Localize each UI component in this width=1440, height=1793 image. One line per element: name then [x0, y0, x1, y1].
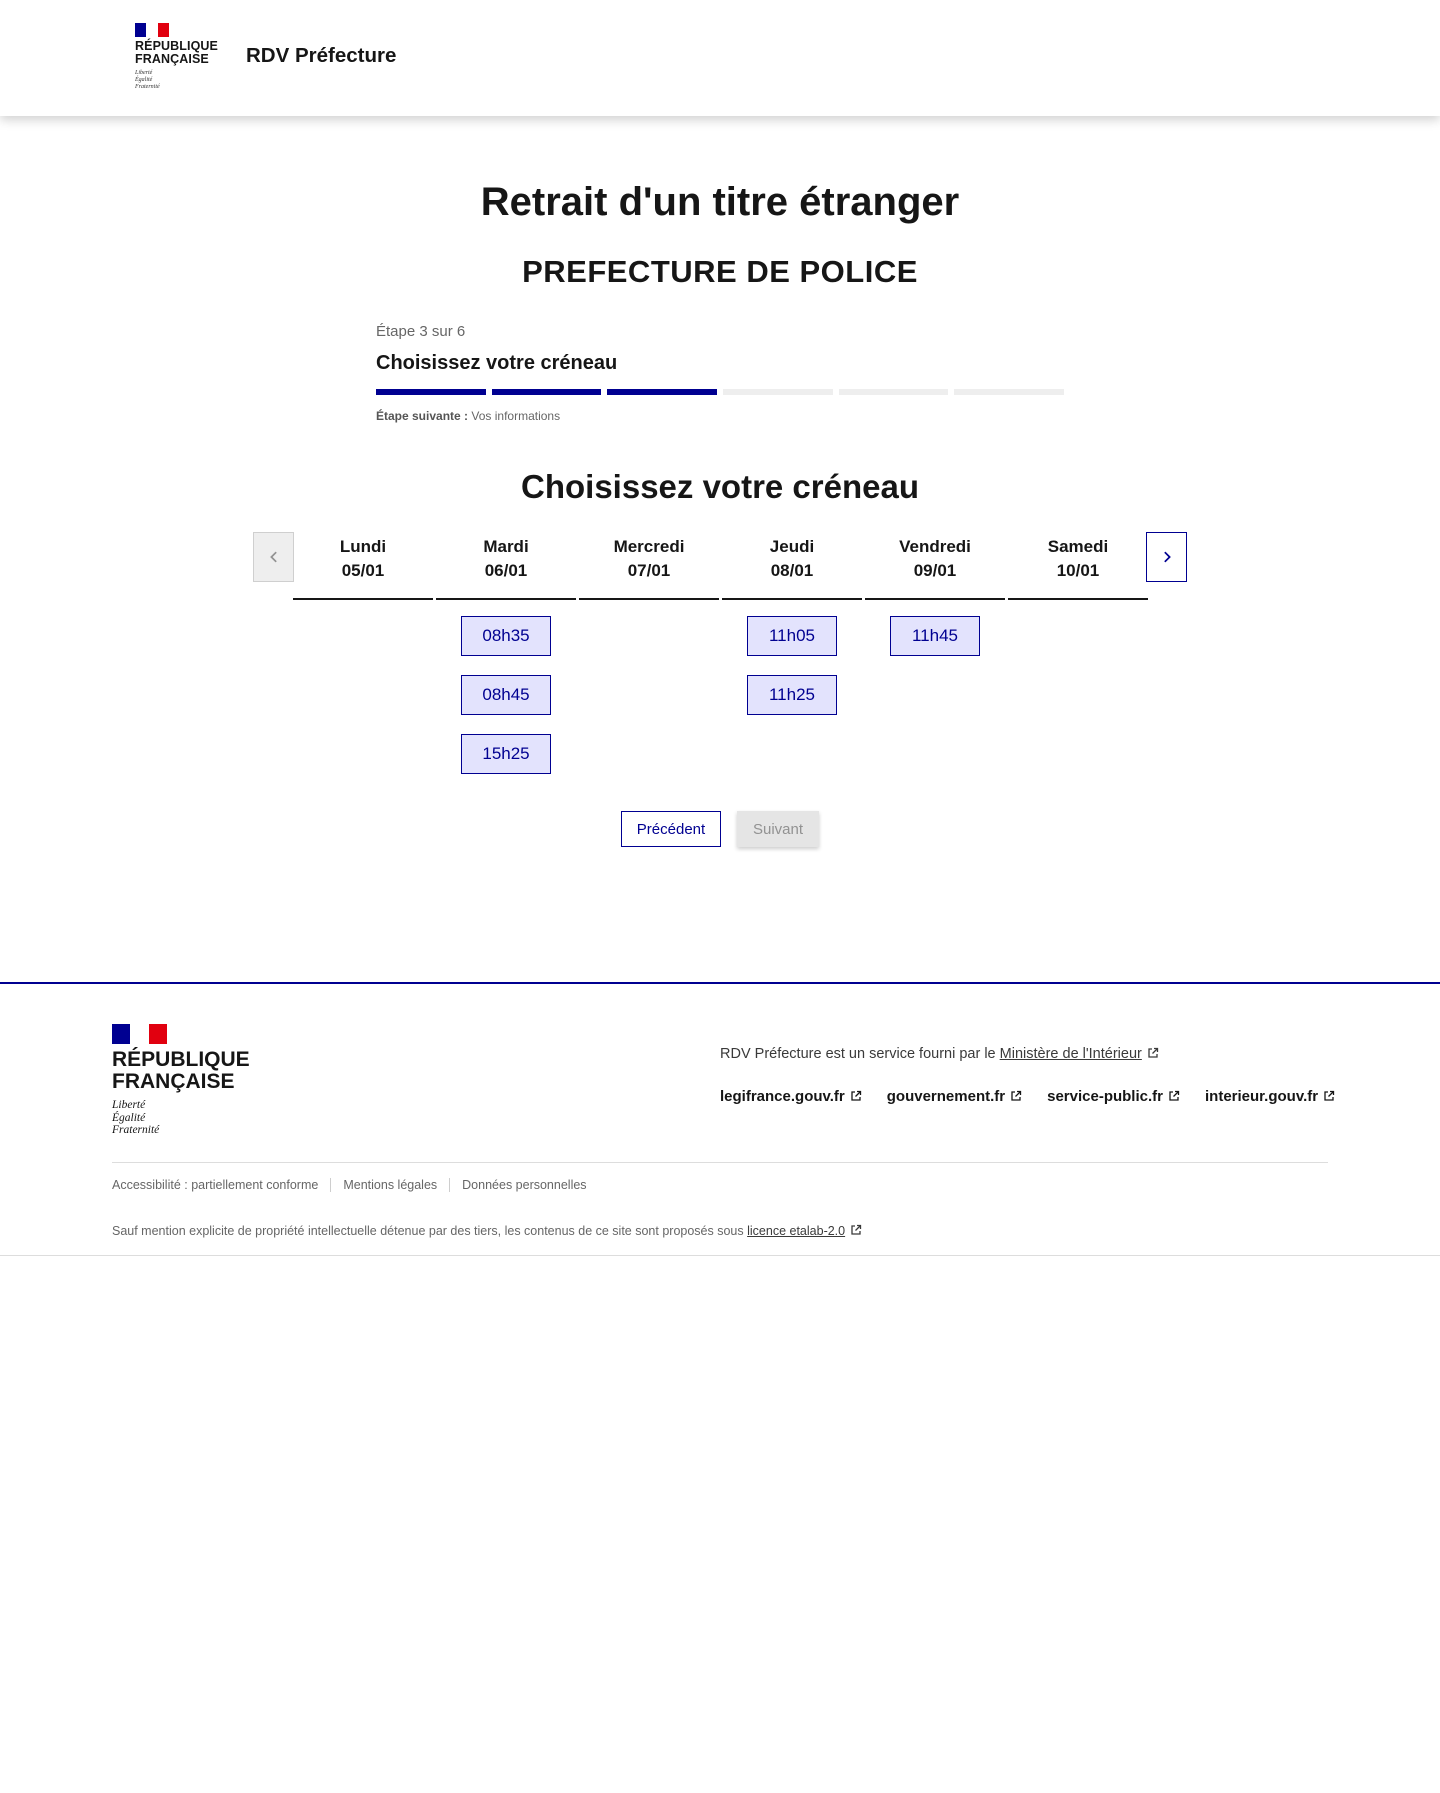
day-name: Vendredi	[899, 537, 971, 556]
chevron-left-icon	[267, 550, 281, 564]
day-name: Samedi	[1047, 537, 1109, 556]
day-name: Lundi	[339, 537, 387, 556]
footer-description-text: RDV Préfecture est un service fourni par le	[720, 1046, 996, 1062]
site-header	[0, 0, 1440, 116]
day-column	[865, 532, 1005, 774]
logo-line: FRANÇAISE	[135, 52, 209, 66]
footer-links	[720, 1088, 1335, 1105]
day-column	[436, 532, 576, 774]
day-column	[722, 532, 862, 774]
logo-line: RÉPUBLIQUE	[112, 1048, 250, 1071]
footer-link[interactable]	[1047, 1088, 1180, 1105]
step-bar-segment	[839, 389, 949, 395]
day-date: 09/01	[913, 561, 957, 580]
ministere-link-label: Ministère de l'Intérieur	[999, 1046, 1142, 1062]
time-slot-button[interactable]: 15h25	[461, 734, 551, 774]
step-bar-segment	[376, 389, 486, 395]
external-link-icon	[850, 1090, 862, 1102]
motto-line: Fraternité	[135, 84, 160, 90]
time-slot-button[interactable]: 08h35	[461, 616, 551, 656]
flag-icon	[135, 23, 169, 37]
previous-button[interactable]: Précédent	[621, 811, 721, 847]
slot-list	[722, 600, 862, 715]
motto-line: Égalité	[135, 77, 153, 83]
chevron-right-icon	[1160, 550, 1174, 564]
logo-line: FRANÇAISE	[112, 1070, 235, 1093]
footer-link[interactable]	[1205, 1088, 1335, 1105]
logo-line: RÉPUBLIQUE	[135, 39, 218, 53]
footer-link-label: legifrance.gouv.fr	[720, 1088, 845, 1105]
day-column	[293, 532, 433, 774]
day-header	[293, 532, 433, 600]
external-link-icon	[1323, 1090, 1335, 1102]
next-step-label: Étape suivante :	[376, 409, 469, 423]
slots-section-title: Choisissez votre créneau	[521, 468, 919, 505]
slot-list	[1008, 600, 1148, 616]
day-header	[579, 532, 719, 600]
day-header	[722, 532, 862, 600]
day-date: 10/01	[1056, 561, 1100, 580]
page-title: Retrait d'un titre étranger	[480, 180, 960, 224]
license-text: Sauf mention explicite de propriété intellectuelle détenue par des tiers, les contenus de ce site sont proposés sous	[112, 1224, 744, 1238]
day-date: 06/01	[484, 561, 528, 580]
motto-line: Fraternité	[112, 1124, 160, 1136]
external-link-icon	[1168, 1090, 1180, 1102]
day-date: 08/01	[770, 561, 814, 580]
day-date: 05/01	[341, 561, 385, 580]
slot-list	[436, 600, 576, 774]
day-column	[579, 532, 719, 774]
footer-divider	[112, 1162, 1328, 1163]
day-name: Mardi	[483, 537, 529, 556]
time-slot-button[interactable]: 11h45	[890, 616, 980, 656]
footer-bottom-link[interactable]: Mentions légales	[330, 1178, 449, 1192]
next-step-indicator	[376, 409, 1064, 423]
footer-bottom-link[interactable]: Accessibilité : partiellement conforme	[112, 1178, 319, 1192]
day-name: Mercredi	[613, 537, 685, 556]
time-slot-button[interactable]: 08h45	[461, 675, 551, 715]
republique-francaise-logo[interactable]	[135, 23, 218, 91]
step-bar-segment	[607, 389, 717, 395]
service-name[interactable]: RDV Préfecture	[246, 44, 397, 67]
next-button[interactable]: Suivant	[737, 811, 819, 847]
time-slot-button[interactable]: 11h25	[747, 675, 837, 715]
day-column	[1008, 532, 1148, 774]
day-header	[436, 532, 576, 600]
footer-license	[112, 1224, 862, 1238]
slot-list	[293, 600, 433, 616]
footer-description	[720, 1046, 1159, 1062]
next-week-button[interactable]	[1146, 532, 1187, 582]
page-subtitle: PREFECTURE DE POLICE	[522, 254, 918, 289]
next-step-value: Vos informations	[471, 409, 561, 423]
slot-list	[579, 600, 719, 616]
footer-bottom-link[interactable]: Données personnelles	[449, 1178, 598, 1192]
license-link-label: licence etalab-2.0	[747, 1224, 846, 1238]
day-name: Jeudi	[769, 537, 815, 556]
step-bar-segment	[954, 389, 1064, 395]
motto-line: Liberté	[135, 70, 153, 76]
footer-link-label: gouvernement.fr	[886, 1088, 1006, 1105]
step-bar-segment	[723, 389, 833, 395]
previous-week-button[interactable]	[253, 532, 294, 582]
footer-link[interactable]	[887, 1088, 1022, 1105]
step-bar-segment	[492, 389, 602, 395]
footer-bottom-links	[112, 1178, 599, 1192]
day-header	[865, 532, 1005, 600]
external-link-icon	[850, 1224, 862, 1236]
site-footer	[0, 982, 1440, 1256]
step-title: Choisissez votre créneau	[376, 352, 618, 374]
day-header	[1008, 532, 1148, 600]
external-link-icon	[1147, 1047, 1159, 1059]
time-slot-button[interactable]: 11h05	[747, 616, 837, 656]
day-date: 07/01	[627, 561, 671, 580]
footer-link-label: service-public.fr	[1047, 1088, 1163, 1105]
stepper	[376, 323, 1064, 423]
slot-list	[865, 600, 1005, 656]
ministere-link[interactable]	[1000, 1046, 1159, 1062]
motto-line: Égalité	[112, 1111, 146, 1124]
footer-link[interactable]	[720, 1088, 862, 1105]
external-link-icon	[1010, 1090, 1022, 1102]
flag-icon	[112, 1024, 167, 1044]
footer-link-label: interieur.gouv.fr	[1205, 1088, 1319, 1105]
license-link[interactable]	[747, 1224, 862, 1238]
slot-calendar	[293, 532, 1148, 774]
step-state: Étape 3 sur 6	[376, 323, 466, 340]
motto-line: Liberté	[112, 1099, 146, 1111]
footer-republique-francaise-logo[interactable]	[112, 1024, 250, 1137]
step-progress-bar	[376, 389, 1064, 395]
